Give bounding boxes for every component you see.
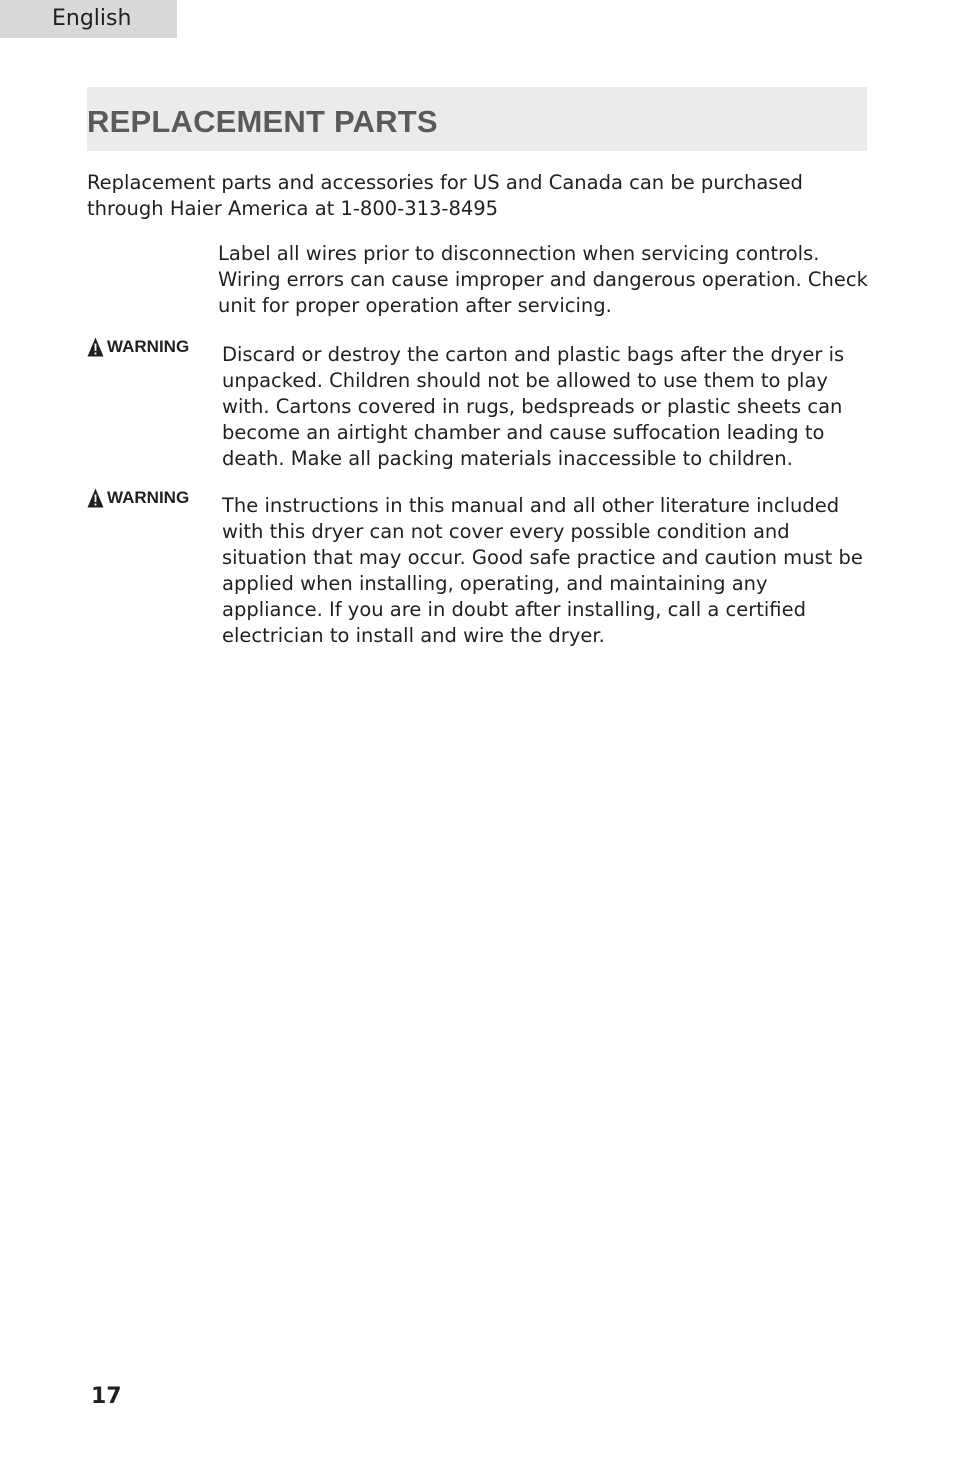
section-title: REPLACEMENT PARTS (87, 104, 438, 139)
warning-text: Discard or destroy the carton and plastic bags after the dryer is unpacked. Children should not be allowed to use them to play with. Cartons covered in rugs, bedspreads or plastic sheets can become an airtight chamber and cause suffocation leading to death. Make all packing materials inaccessible to children. (222, 343, 845, 470)
warning-label (87, 487, 189, 509)
language-tab-label: English (52, 6, 132, 31)
warning-label-text: WARNING (107, 488, 190, 507)
language-tab (0, 0, 177, 38)
page-number: 17 (91, 1384, 122, 1409)
section-header (87, 87, 867, 151)
warning-label (87, 336, 189, 358)
warning-label-text: WARNING (107, 337, 190, 356)
warning-text: The instructions in this manual and all other literature included with this dryer can not cover every possible condition and situation that may occur. Good safe practice and caution must be applied when installing, operating, and maintaining any appliance. If you are in doubt after installing, call a certified electrician to install and wire the dryer. (222, 494, 863, 647)
warning-triangle-icon (87, 337, 104, 357)
caution-paragraph: Label all wires prior to disconnection when servicing controls. Wiring errors can cause improper and dangerous operation. Check unit for proper operation after servicing. (218, 242, 868, 317)
intro-paragraph: Replacement parts and accessories for US and Canada can be purchased through Haier America at 1-800-313-8495 (87, 171, 803, 220)
warning-triangle-icon (87, 488, 104, 508)
